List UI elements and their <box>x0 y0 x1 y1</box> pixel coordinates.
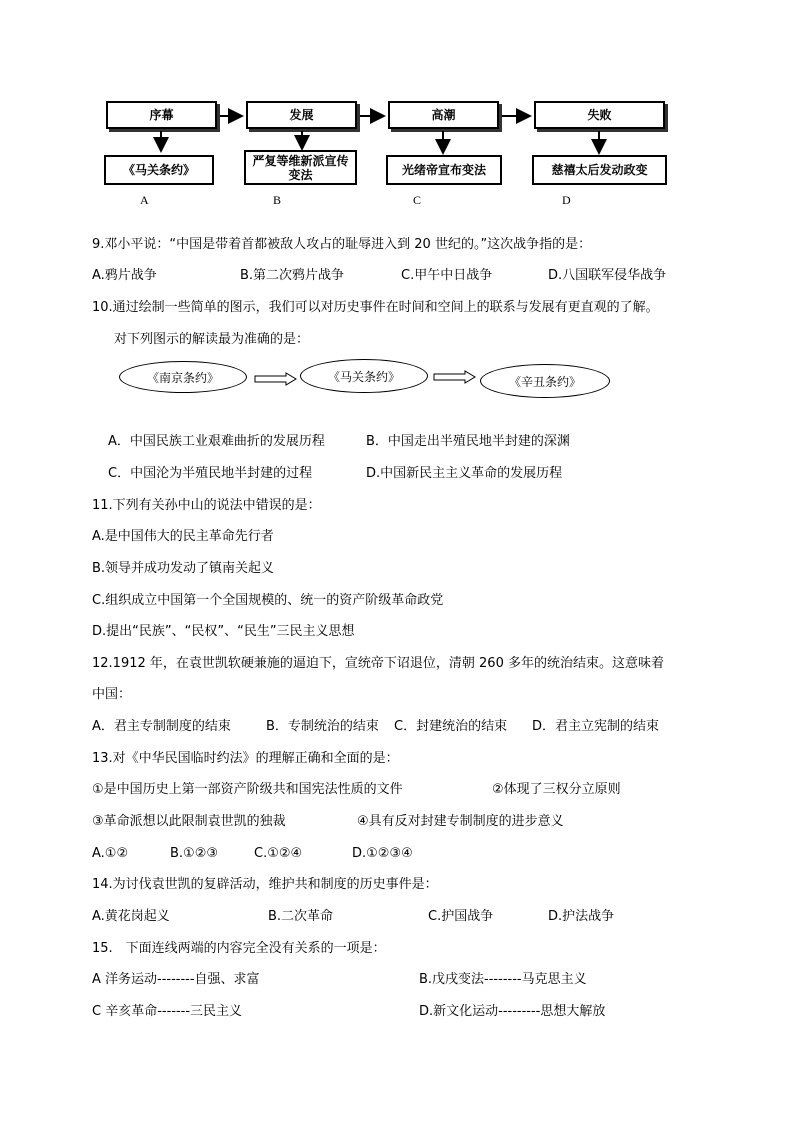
q11-option-b: B.领导并成功发动了镇南关起义 <box>92 561 275 576</box>
q11-option-c: C.组织成立中国第一个全国规模的、统一的资产阶级革命政党 <box>92 593 444 608</box>
q14-option-b: B.二次革命 <box>268 909 334 924</box>
treaty-ellipse-maguan: 《马关条约》 <box>300 359 428 393</box>
flow-letter-a: A <box>140 193 149 207</box>
q11-option-a: A.是中国伟大的民主革命先行者 <box>92 529 274 544</box>
q13-stem: 13.对《中华民国临时约法》的理解正确和全面的是： <box>92 751 399 766</box>
q15-option-d: D.新文化运动---------思想大解放 <box>419 1004 606 1019</box>
q13-item-4: ④具有反对封建专制制度的进步意义 <box>357 814 564 829</box>
q13-item-3: ③革命派想以此限制袁世凯的独裁 <box>92 814 286 829</box>
q11-option-d: D.提出“民族”、“民权”、“民生”三民主义思想 <box>92 624 355 639</box>
q14-stem: 14.为讨伐袁世凯的复辟活动，维护共和制度的历史事件是： <box>92 877 438 892</box>
q12-option-b: B．专制统治的结束 <box>266 719 379 734</box>
flow-top-box-3: 高潮 <box>388 101 499 129</box>
flow-bottom-box-4: 慈禧太后发动政变 <box>532 155 667 185</box>
treaty-arrow-1 <box>254 372 298 386</box>
q10-option-c: C．中国沦为半殖民地半封建的过程 <box>108 466 313 481</box>
flow-letter-b: B <box>273 193 282 207</box>
flow-letter-d: D <box>562 193 571 207</box>
q12-stem-2: 中国： <box>92 687 132 702</box>
flow-top-box-1: 序幕 <box>106 101 217 129</box>
q14-option-d: D.护法战争 <box>548 909 615 924</box>
q10-stem-2: 对下列图示的解读最为准确的是： <box>114 332 310 347</box>
q13-item-2: ②体现了三权分立原则 <box>492 782 621 797</box>
q13-option-d: D.①②③④ <box>352 846 413 861</box>
flow-bottom-box-2: 严复等维新派宣传变法 <box>244 150 357 185</box>
q10-option-a: A．中国民族工业艰难曲折的发展历程 <box>108 434 325 449</box>
q13-option-c: C.①②④ <box>254 846 303 861</box>
q14-option-a: A.黄花岗起义 <box>92 909 170 924</box>
q12-option-a: A．君主专制制度的结束 <box>92 719 231 734</box>
q9-option-a: A.鸦片战争 <box>92 268 157 283</box>
q12-option-d: D．君主立宪制的结束 <box>532 719 660 734</box>
q10-stem: 10.通过绘制一些简单的图示，我们可以对历史事件在时间和空间上的联系与发展有更直观的了解。 <box>92 300 659 315</box>
flow-top-box-4: 失败 <box>534 101 665 129</box>
flow-bottom-box-3: 光绪帝宣布变法 <box>386 155 502 185</box>
q15-option-a: A 洋务运动--------自强、求富 <box>92 972 260 987</box>
treaty-ellipse-nanjing: 《南京条约》 <box>119 361 247 393</box>
q9-option-c: C.甲午中日战争 <box>401 268 493 283</box>
q15-option-c: C 辛亥革命-------三民主义 <box>92 1004 243 1019</box>
treaty-arrow-2 <box>433 370 477 384</box>
q12-stem: 12.1912 年，在袁世凯软硬兼施的逼迫下，宣统帝下诏退位，清朝 260 多年的统治结束。这意味着 <box>92 656 664 671</box>
flow-top-box-2: 发展 <box>246 101 357 129</box>
q9-option-b: B.第二次鸦片战争 <box>240 268 345 283</box>
q13-option-a: A.①② <box>92 846 129 861</box>
q9-stem: 9.邓小平说：“中国是带着首都被敌人攻占的耻辱进入到 20 世纪的。”这次战争指的是： <box>92 237 592 252</box>
treaty-ellipse-xinchou: 《辛丑条约》 <box>480 364 610 398</box>
q11-stem: 11.下列有关孙中山的说法中错误的是： <box>92 498 321 513</box>
q13-item-1: ①是中国历史上第一部资产阶级共和国宪法性质的文件 <box>92 782 403 797</box>
q10-option-b: B．中国走出半殖民地半封建的深渊 <box>366 434 570 449</box>
q9-option-d: D.八国联军侵华战争 <box>548 268 667 283</box>
q15-stem: 15. 下面连线两端的内容完全没有关系的一项是： <box>92 941 386 956</box>
flow-letter-c: C <box>413 193 422 207</box>
q12-option-c: C．封建统治的结束 <box>394 719 508 734</box>
q14-option-c: C.护国战争 <box>428 909 494 924</box>
q13-option-b: B.①②③ <box>170 846 219 861</box>
q10-option-d: D.中国新民主主义革命的发展历程 <box>366 466 563 481</box>
q15-option-b: B.戊戌变法--------马克思主义 <box>419 972 587 987</box>
flow-bottom-box-1: 《马关条约》 <box>104 155 214 185</box>
